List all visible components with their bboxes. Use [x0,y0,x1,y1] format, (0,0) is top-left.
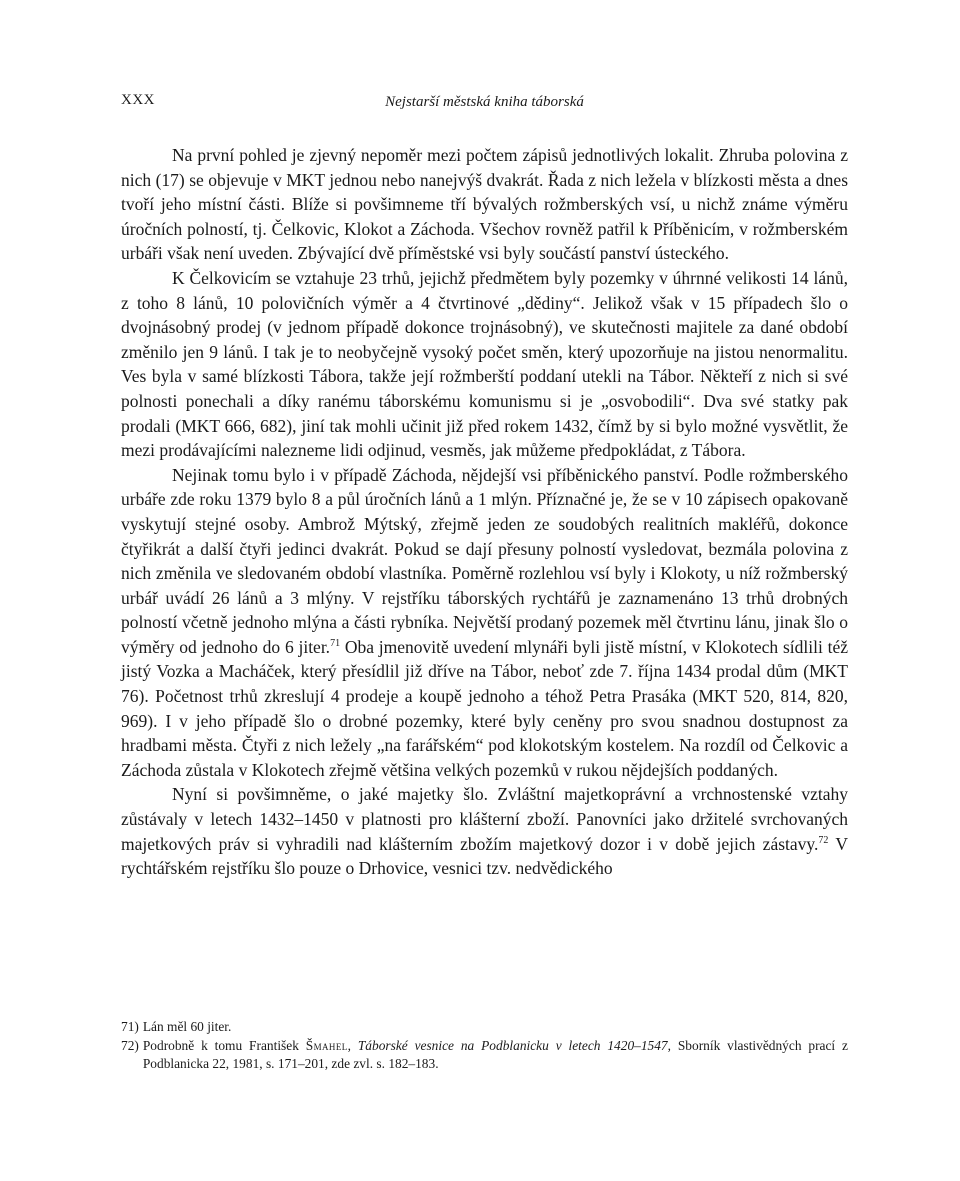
footnotes [121,1018,848,1074]
footnote-number: 71) [121,1019,139,1034]
footnote-sep: , [347,1037,358,1053]
body-text [121,143,848,881]
footnote-number: 72) [121,1037,139,1053]
page-header [121,92,848,116]
footnote-71 [121,1018,848,1037]
footnote-rest: , Sborník vlastivědných prací z Podblanicka 22, 1981, s. 171–201, zde zvl. s. 182–183. [142,1037,848,1072]
paragraph-4-rest: V rychtářském rejstříku šlo pouze o Drhovice, vesnici tzv. nedvědického [121,833,848,879]
footnote-lead: Podrobně k tomu František [142,1037,306,1053]
footnote-title: Táborské vesnice na Podblanicku v letech 1420–1547 [357,1037,668,1053]
page-number: XXX [121,92,155,108]
running-title: Nejstarší městská kniha táborská [385,94,584,110]
paragraph-4-text: Nyní si povšimněme, o jaké majetky šlo. Zvláštní majetkoprávní a vrchnostenské vztahy zůstávaly v letech 1432–1450 v platnosti pro klášterní zboží. Panovníci jako držitelé svrchovaných majetkových práv si vyhradili nad klášterním zbožím majetkový dozor i v době jejich zástavy. [121,784,848,854]
paragraph-3 [121,463,848,783]
paragraph-3-rest: Oba jmenovitě uvedení mlynáři byli jistě místní, v Klokotech sídlili též jistý Vozka a Macháček, který přesídlil již dříve na Tábor, neboť zde 7. října 1434 prodal dům (MKT 76). Početnost trhů zkreslují 4 prodeje a koupě jednoho a téhož Petra Prasáka (MKT 520, 814, 820, 969). I v jeho případě šlo o drobné pozemky, které byly ceněny pro svou snadnou dostupnost za hradbami města. Čtyři z nich ležely „na farářském“ pod klokotským kostelem. Na rozdíl od Čelkovic a Záchoda zůstala v Klokotech zřejmě většina velkých pozemků v rukou nějdejších poddaných. [121,636,848,780]
footnote-72 [121,1037,848,1074]
footnote-author: Šmahel [305,1037,348,1053]
footnote-text [143,1037,848,1074]
footnote-ref-71[interactable]: 71 [330,638,341,650]
footnote-ref-72[interactable]: 72 [818,834,829,846]
paragraph-1: Na první pohled je zjevný nepoměr mezi počtem zápisů jednotlivých lokalit. Zhruba polovina z nich (17) se objevuje v MKT jednou nebo nanejvýš dvakrát. Řada z nich ležela v blízkosti města a dnes tvoří jeho místní části. Blíže si povšimneme tří bývalých rožmberských vsí, u nichž známe výměru úročních polností, tj. Čelkovic, Klokot a Záchoda. Všechov rovněž patřil k Příběnicím, v rožmberském urbáři však není uveden. Zbývající dvě příměstské vsi byly součástí panství ústeckého. [121,145,848,264]
paragraph-3-text: Nejinak tomu bylo i v případě Záchoda, nějdejší vsi příběnického panství. Podle rožmberského urbáře zde roku 1379 bylo 8 a půl úročních lánů a 1 mlýn. Příznačné je, že se v 10 zápisech opakovaně vyskytují stejné osoby. Ambrož Mýtský, zřejmě jeden ze soudobých realitních makléřů, dokonce čtyřikrát a další čtyři jedinci dvakrát. Pokud se dají přesuny polností vysledovat, bezmála polovina z nich změnila ve sledovaném období vlastníka. Poměrně rozlehlou vsí byly i Klokoty, u níž rožmberský urbář uvádí 26 lánů a 3 mlýny. V rejstříku táborských rychtářů je zaznamenáno 13 trhů drobných polností včetně jednoho mlýna a části rybníka. Největší prodaný pozemek měl čtvrtinu lánu, jinak šlo o výměry od jednoho do 6 jiter. [121,464,848,657]
paragraph-2: K Čelkovicím se vztahuje 23 trhů, jejichž předmětem byly pozemky v úhrnné velikosti 14 lánů, z toho 8 lánů, 10 polovičních výměr a 4 čtvrtinové „dědiny“. Jelikož však v 15 případech šlo o dvojnásobný prodej (v jednom případě dokonce trojnásobný), ve skutečnosti majitele za dané období změnilo jen 9 lánů. I tak je to neobyčejně vysoký počet směn, který upozorňuje na jistou nenormalitu. Ves byla v samé blízkosti Tábora, takže její rožmberští poddaní utekli na Tábor. Někteří z nich si své polnosti ponechali a díky ranému táborskému komunismu si je „osvobodili“. Dva své statky pak prodali (MKT 666, 682), jiní tak mohli učinit již před rokem 1432, čímž by si bylo možné vysvětlit, že mezi prodávajícími nalezneme lidi odjinud, vesměs, jak můžeme předpokládat, z Tábora. [121,267,848,461]
paragraph-4 [121,782,848,880]
footnote-text: Lán měl 60 jiter. [142,1019,232,1034]
